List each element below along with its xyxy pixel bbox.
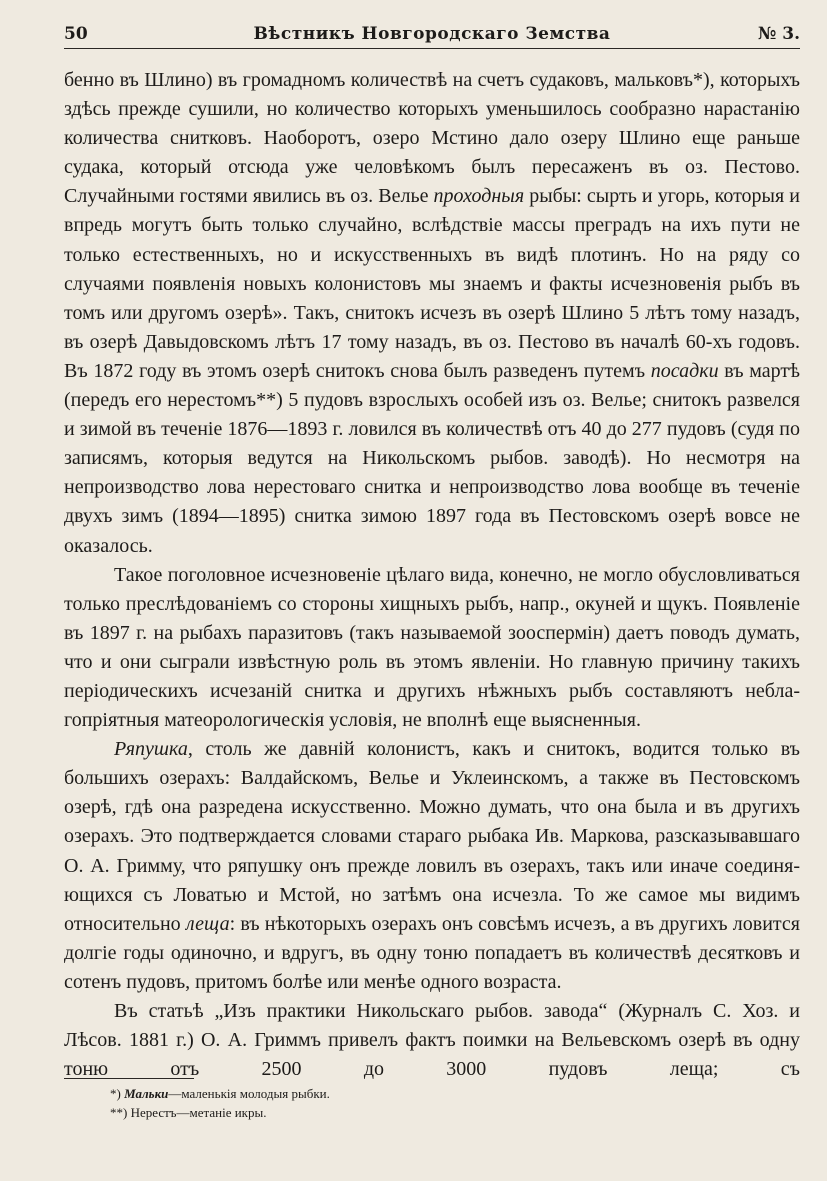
text-run: бенно въ Шлино) въ громадномъ количествѣ на счетъ судаковъ, мальковъ*), которыхъ здѣсь прежде сушили, но количество которыхъ уменьшилось сообразно нарастанію количества снитковъ. Наоборотъ, озеро Мстино дало озеру Шлино еще раньше судака, который отсюда уже человѣкомъ былъ пересаженъ въ оз. Пестово. Случайными гостями явились въ оз. Велье [64,69,800,208]
footnote-text: Нерестъ—метаніе икры. [130,1105,267,1120]
italic-term: леща [185,912,230,935]
running-header [64,22,800,49]
footnote-divider [64,1078,194,1079]
italic-term: Ряпушка [114,738,188,761]
text-run: рыбы: сырть и угорь, которыя и впредь могутъ быть только случайно, вслѣдствіе массы преградъ на ихъ пути не только естественныхъ, но и искусственныхъ въ видѣ плотинъ. Но на ряду со случаями появленія новыхъ колонистовъ мы знаемъ и факты исчезновенія рыбъ въ томъ или другомъ озерѣ». Такъ, снитокъ исчезъ въ озерѣ Шлино 5 лѣтъ тому назадъ, въ озерѣ Давыдовскомъ лѣтъ 17 тому назадъ, въ оз. Пестово въ началѣ 60-хъ годовъ. Въ 1872 году въ этомъ озерѣ снитокъ снова былъ разведенъ путемъ [64,185,800,382]
footnote-mark: *) [110,1086,121,1101]
footnotes [110,1084,800,1122]
paragraph [64,66,800,561]
main-text [64,66,800,1084]
footnote [110,1084,800,1103]
text-run: въ мартѣ (передъ его нерестомъ**) 5 пудовъ взрослыхъ особей изъ оз. Велье; снитокъ развелся и зимой въ теченіе 1876—1893 г. ловился въ количествѣ отъ 40 до 277 пудовъ (судя по записямъ, которыя ведутся на Никольскомъ рыбов. заводѣ). Но несмотря на непроизводство лова нерестоваго снитка и непроизводство лова вообще въ теченіе двухъ зимъ (1894—1895) снитка зимою 1897 года въ Пестовскомъ озерѣ вовсе не оказалось. [64,359,800,557]
text-run: Такое поголовное исчезновеніе цѣлаго вида, конечно, не могло обусловливаться только преслѣдованіемъ со стороны хищныхъ рыбъ, напр., окуней и щукъ. Появленіе въ 1897 г. на рыбахъ паразитовъ (такъ называемой зооспермін) даетъ поводъ думать, что и они сыграли извѣстную роль въ этомъ явленіи. Но главную причину такихъ періодическихъ исчезаній снитка и другихъ нѣжныхъ рыбъ составляютъ неблагопріятныя матеорологическія условія, не вполнѣ еще выясненныя. [64,563,800,732]
journal-title: Вѣстникъ Новгородскаго Земства [253,24,611,44]
footnote-mark: **) [110,1105,128,1120]
paragraph [64,561,800,736]
issue-number: № 3. [757,24,800,44]
footnote [110,1103,800,1122]
text-run: , столь же давній колонистъ, какъ и снитокъ, водится только въ большихъ озерахъ: Валдайскомъ, Велье и Уклеинскомъ, а также въ Пестовскомъ озерѣ, гдѣ она разредена искусственно. Можно думать, что она была и въ другихъ озерахъ. Это подтверждается словами стараго рыбака Ив. Маркова, разсказывавшаго О. А. Гримму, что ряпушку онъ прежде ловилъ въ озерахъ, такъ или иначе соединяющихся съ Ловатью и Мстой, но затѣмъ она исчезла. То же самое мы видимъ относительно [64,738,800,935]
footnote-text: —маленькія молодыя рыбки. [168,1086,330,1101]
paragraph [64,997,800,1084]
italic-term: посадки [650,359,719,382]
text-run: : въ нѣкоторыхъ озерахъ онъ совсѣмъ исчезъ, а въ другихъ ловится долгіе годы одиночно, и вдругъ, въ одну тоню попадаетъ въ количествѣ десятковъ и сотенъ пудовъ, притомъ болѣе или менѣе одного возраста. [64,912,800,993]
paragraph [64,735,800,997]
italic-term: проходныя [433,185,525,208]
page-number: 50 [64,24,88,44]
footnote-term: Мальки [124,1086,169,1101]
text-run: Въ статьѣ „Изъ практики Никольскаго рыбов. завода“ (Журналъ С. Хоз. и Лѣсов. 1881 г.) О. А. Гриммъ привелъ фактъ поимки на Вельевскомъ озерѣ въ одну тоню отъ 2500 до 3000 пудовъ леща; съ [64,1000,800,1081]
